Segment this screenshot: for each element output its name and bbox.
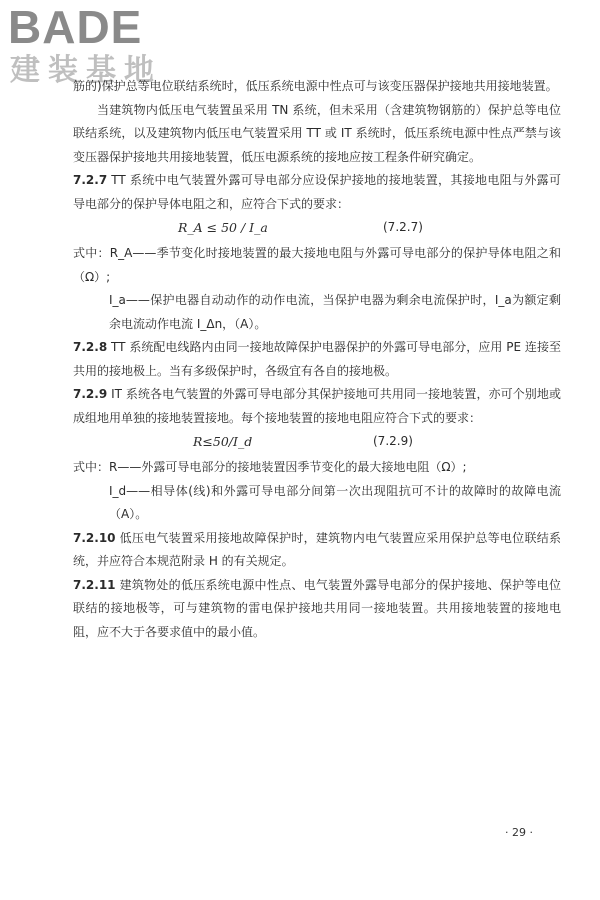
clause-text: 低压电气装置采用接地故障保护时，建筑物内电气装置应采用保护总等电位联结系统，并应符合本规范附录 H 的有关规定。 xyxy=(73,530,561,568)
clause-number: 7.2.7 xyxy=(73,173,108,187)
logo-english: BADE xyxy=(8,1,143,53)
clause-7-2-8 xyxy=(73,336,561,383)
clause-text: TT 系统配电线路内由同一接地故障保护电器保护的外露可导电部分，应用 PE 连接至共用的接地极上。当有多级保护时，各级宜有各自的接地极。 xyxy=(73,340,561,378)
definition-ra xyxy=(73,242,561,289)
clause-number: 7.2.11 xyxy=(73,577,116,592)
page-number: · 29 · xyxy=(505,826,533,839)
definition-r xyxy=(73,456,561,480)
definition-prefix: 式中： xyxy=(73,460,110,474)
clause-number: 7.2.8 xyxy=(73,340,108,354)
definition-ia: I_a——保护电器自动动作的动作电流，当保护电器为剩余电流保护时，I_a为额定剩余电流动作电流 I_Δn，（A）。 xyxy=(109,293,561,331)
clause-7-2-10 xyxy=(73,527,561,574)
paragraph-continued: 筋的)保护总等电位联结系统时，低压系统电源中性点可与该变压器保护接地共用接地装置。 xyxy=(73,79,558,93)
clause-7-2-11 xyxy=(73,574,561,645)
clause-7-2-9 xyxy=(73,383,561,430)
definition-text: R——外露可导电部分的接地装置因季节变化的最大接地电阻（Ω）; xyxy=(109,460,467,474)
paragraph-tn-system: 当建筑物内低压电气装置虽采用 TN 系统，但未采用（含建筑物钢筋的）保护总等电位联结系统，以及建筑物内低压电气装置采用 TT 或 IT 系统时，低压系统电源中性点严禁与该变压器保护接地共用接地装置，低压电源系统的接地应按工程条件研究确定。 xyxy=(73,102,561,164)
clause-number: 7.2.9 xyxy=(73,387,108,401)
definition-id: I_d——相导体(线)和外露可导电部分间第一次出现阻抗可不计的故障时的故障电流（A）。 xyxy=(109,483,561,521)
formula-expression: R_A ≤ 50 / I_a xyxy=(178,220,268,235)
clause-number: 7.2.10 xyxy=(73,530,116,545)
formula-expression: R≤50/I_d xyxy=(193,434,253,449)
formula-7-2-9 xyxy=(73,430,561,456)
equation-number: (7.2.7) xyxy=(383,220,423,234)
equation-number: (7.2.9) xyxy=(373,434,413,448)
clause-7-2-7 xyxy=(73,169,561,216)
definition-text: R_A——季节变化时接地装置的最大接地电阻与外露可导电部分的保护导体电阻之和（Ω）; xyxy=(73,246,561,284)
definition-prefix: 式中： xyxy=(73,246,110,260)
document-body xyxy=(73,75,561,644)
clause-text: IT 系统各电气装置的外露可导电部分其保护接地可共用同一接地装置，亦可个别地或成组地用单独的接地装置接地。每个接地装置的接地电阻应符合下式的要求： xyxy=(73,387,561,425)
clause-text: TT 系统中电气装置外露可导电部分应设保护接地的接地装置，其接地电阻与外露可导电部分的保护导体电阻之和，应符合下式的要求： xyxy=(73,173,561,211)
clause-text: 建筑物处的低压系统电源中性点、电气装置外露导电部分的保护接地、保护等电位联结的接地极等，可与建筑物的雷电保护接地共用同一接地装置。共用接地装置的接地电阻，应不大于各要求值中的最小值。 xyxy=(73,577,561,639)
formula-7-2-7 xyxy=(73,216,561,242)
logo-chinese: 建装基地 xyxy=(10,53,162,88)
